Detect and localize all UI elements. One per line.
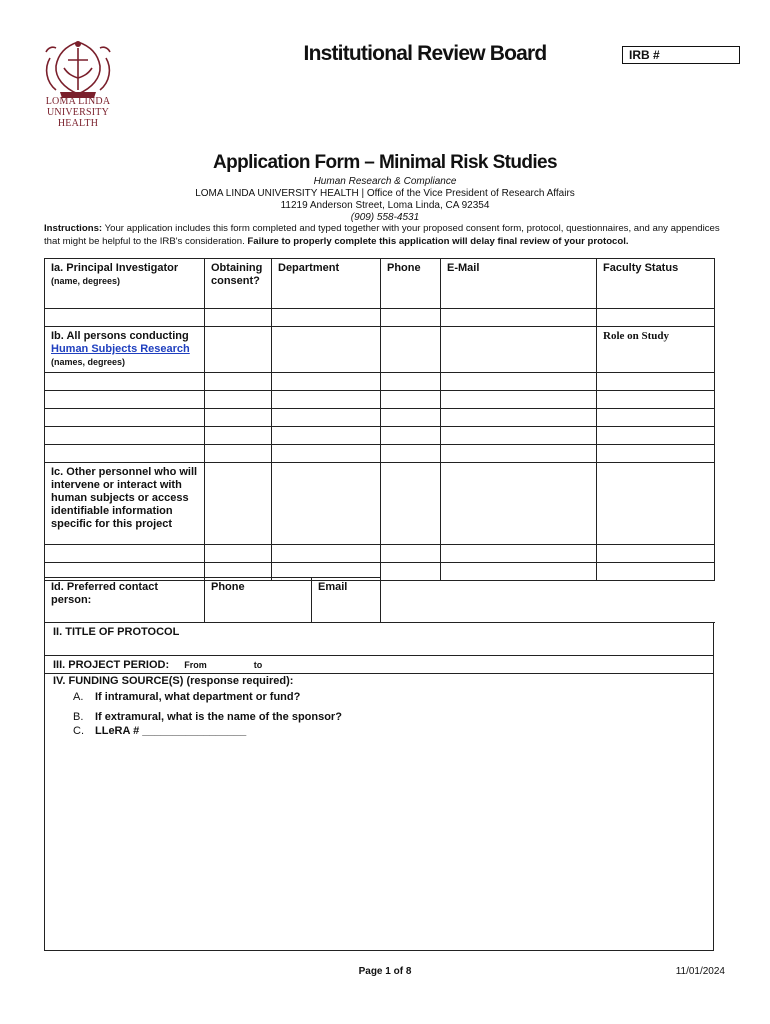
form-title: Application Form – Minimal Risk Studies	[213, 152, 557, 173]
contact-email-label: Email	[312, 578, 381, 623]
instructions-text: Your application includes this form completed and typed together with your proposed consent form, protocol, questionnaires, and any appendices that might be helpful to the IRB's consideration.	[44, 223, 720, 247]
project-period	[45, 659, 721, 671]
address: 11219 Anderson Street, Loma Linda, CA 92354	[280, 200, 490, 211]
instructions	[44, 223, 734, 248]
revision-date: 11/01/2024	[675, 966, 725, 977]
funding-b-letter: B.	[73, 711, 84, 723]
funding-a-letter: A.	[73, 691, 84, 703]
email-header: E-Mail	[441, 259, 597, 309]
funding-c-letter: C.	[73, 725, 84, 737]
funding-item-a	[45, 691, 741, 703]
instructions-label: Instructions:	[44, 223, 103, 234]
table-row[interactable]	[45, 427, 715, 445]
ic-row	[45, 463, 715, 545]
ib-label: Ib. All persons conducting	[51, 330, 189, 342]
title-of-protocol-label: II. TITLE OF PROTOCOL	[53, 626, 180, 638]
role-on-study-header: Role on Study	[597, 327, 715, 373]
logo-line-3: HEALTH	[57, 118, 99, 129]
ib-header-row	[45, 327, 715, 373]
table-row[interactable]	[45, 409, 715, 427]
table-row[interactable]	[45, 445, 715, 463]
logo-line-1: LOMA LINDA	[45, 96, 111, 107]
department-header: Department	[272, 259, 381, 309]
contact-person-table	[44, 577, 715, 623]
irb-number-field[interactable]: IRB #	[622, 46, 740, 64]
pi-header	[45, 259, 205, 309]
funding-b-text: If extramural, what is the name of the sponsor?	[95, 711, 342, 723]
ic-label: Ic. Other personnel who will intervene or interact with human subjects or access identifiable information specific for this project	[45, 463, 205, 545]
instructions-warning: Failure to properly complete this application will delay final review of your protocol.	[244, 235, 629, 247]
to-label: to	[253, 660, 263, 670]
loma-linda-logo	[38, 38, 118, 128]
phone-header: Phone	[381, 259, 441, 309]
pi-label: Ia. Principal Investigator	[51, 262, 179, 274]
ib-header	[45, 327, 205, 373]
human-subjects-research-link[interactable]: Human Subjects Research	[51, 343, 190, 355]
phone-number: (909) 558-4531	[350, 212, 420, 223]
table-row[interactable]	[45, 391, 715, 409]
crest-icon	[38, 38, 118, 100]
contact-phone-label: Phone	[205, 578, 312, 623]
consent-header: Obtaining consent?	[205, 259, 272, 309]
faculty-status-header: Faculty Status	[597, 259, 715, 309]
logo-line-2: UNIVERSITY	[47, 107, 109, 118]
table-row[interactable]	[45, 373, 715, 391]
funding-c-text: LLeRA # _________________	[95, 725, 247, 737]
board-title: Institutional Review Board	[303, 42, 547, 65]
personnel-table	[44, 258, 715, 581]
pi-entry-row[interactable]	[45, 309, 715, 327]
from-label: From	[184, 660, 207, 670]
contact-person-field[interactable]	[381, 578, 715, 623]
page-number: Page 1 of 8	[358, 966, 412, 977]
funding-a-text: If intramural, what department or fund?	[95, 691, 301, 703]
pi-sublabel: (name, degrees)	[51, 276, 121, 286]
ib-sublabel: (names, degrees)	[51, 357, 126, 367]
protocol-details-section	[44, 622, 714, 951]
funding-item-b	[45, 711, 741, 723]
project-period-label: III. PROJECT PERIOD:	[53, 659, 170, 671]
funding-source-label: IV. FUNDING SOURCE(S) (response required):	[53, 675, 294, 687]
pi-header-row	[45, 259, 715, 309]
dept-name: Human Research & Compliance	[313, 176, 457, 187]
office-name: LOMA LINDA UNIVERSITY HEALTH | Office of the Vice President of Research Affairs	[195, 188, 575, 199]
contact-person-label: Id. Preferred contact person:	[45, 578, 205, 623]
table-row[interactable]	[45, 545, 715, 563]
funding-item-c	[45, 725, 741, 737]
